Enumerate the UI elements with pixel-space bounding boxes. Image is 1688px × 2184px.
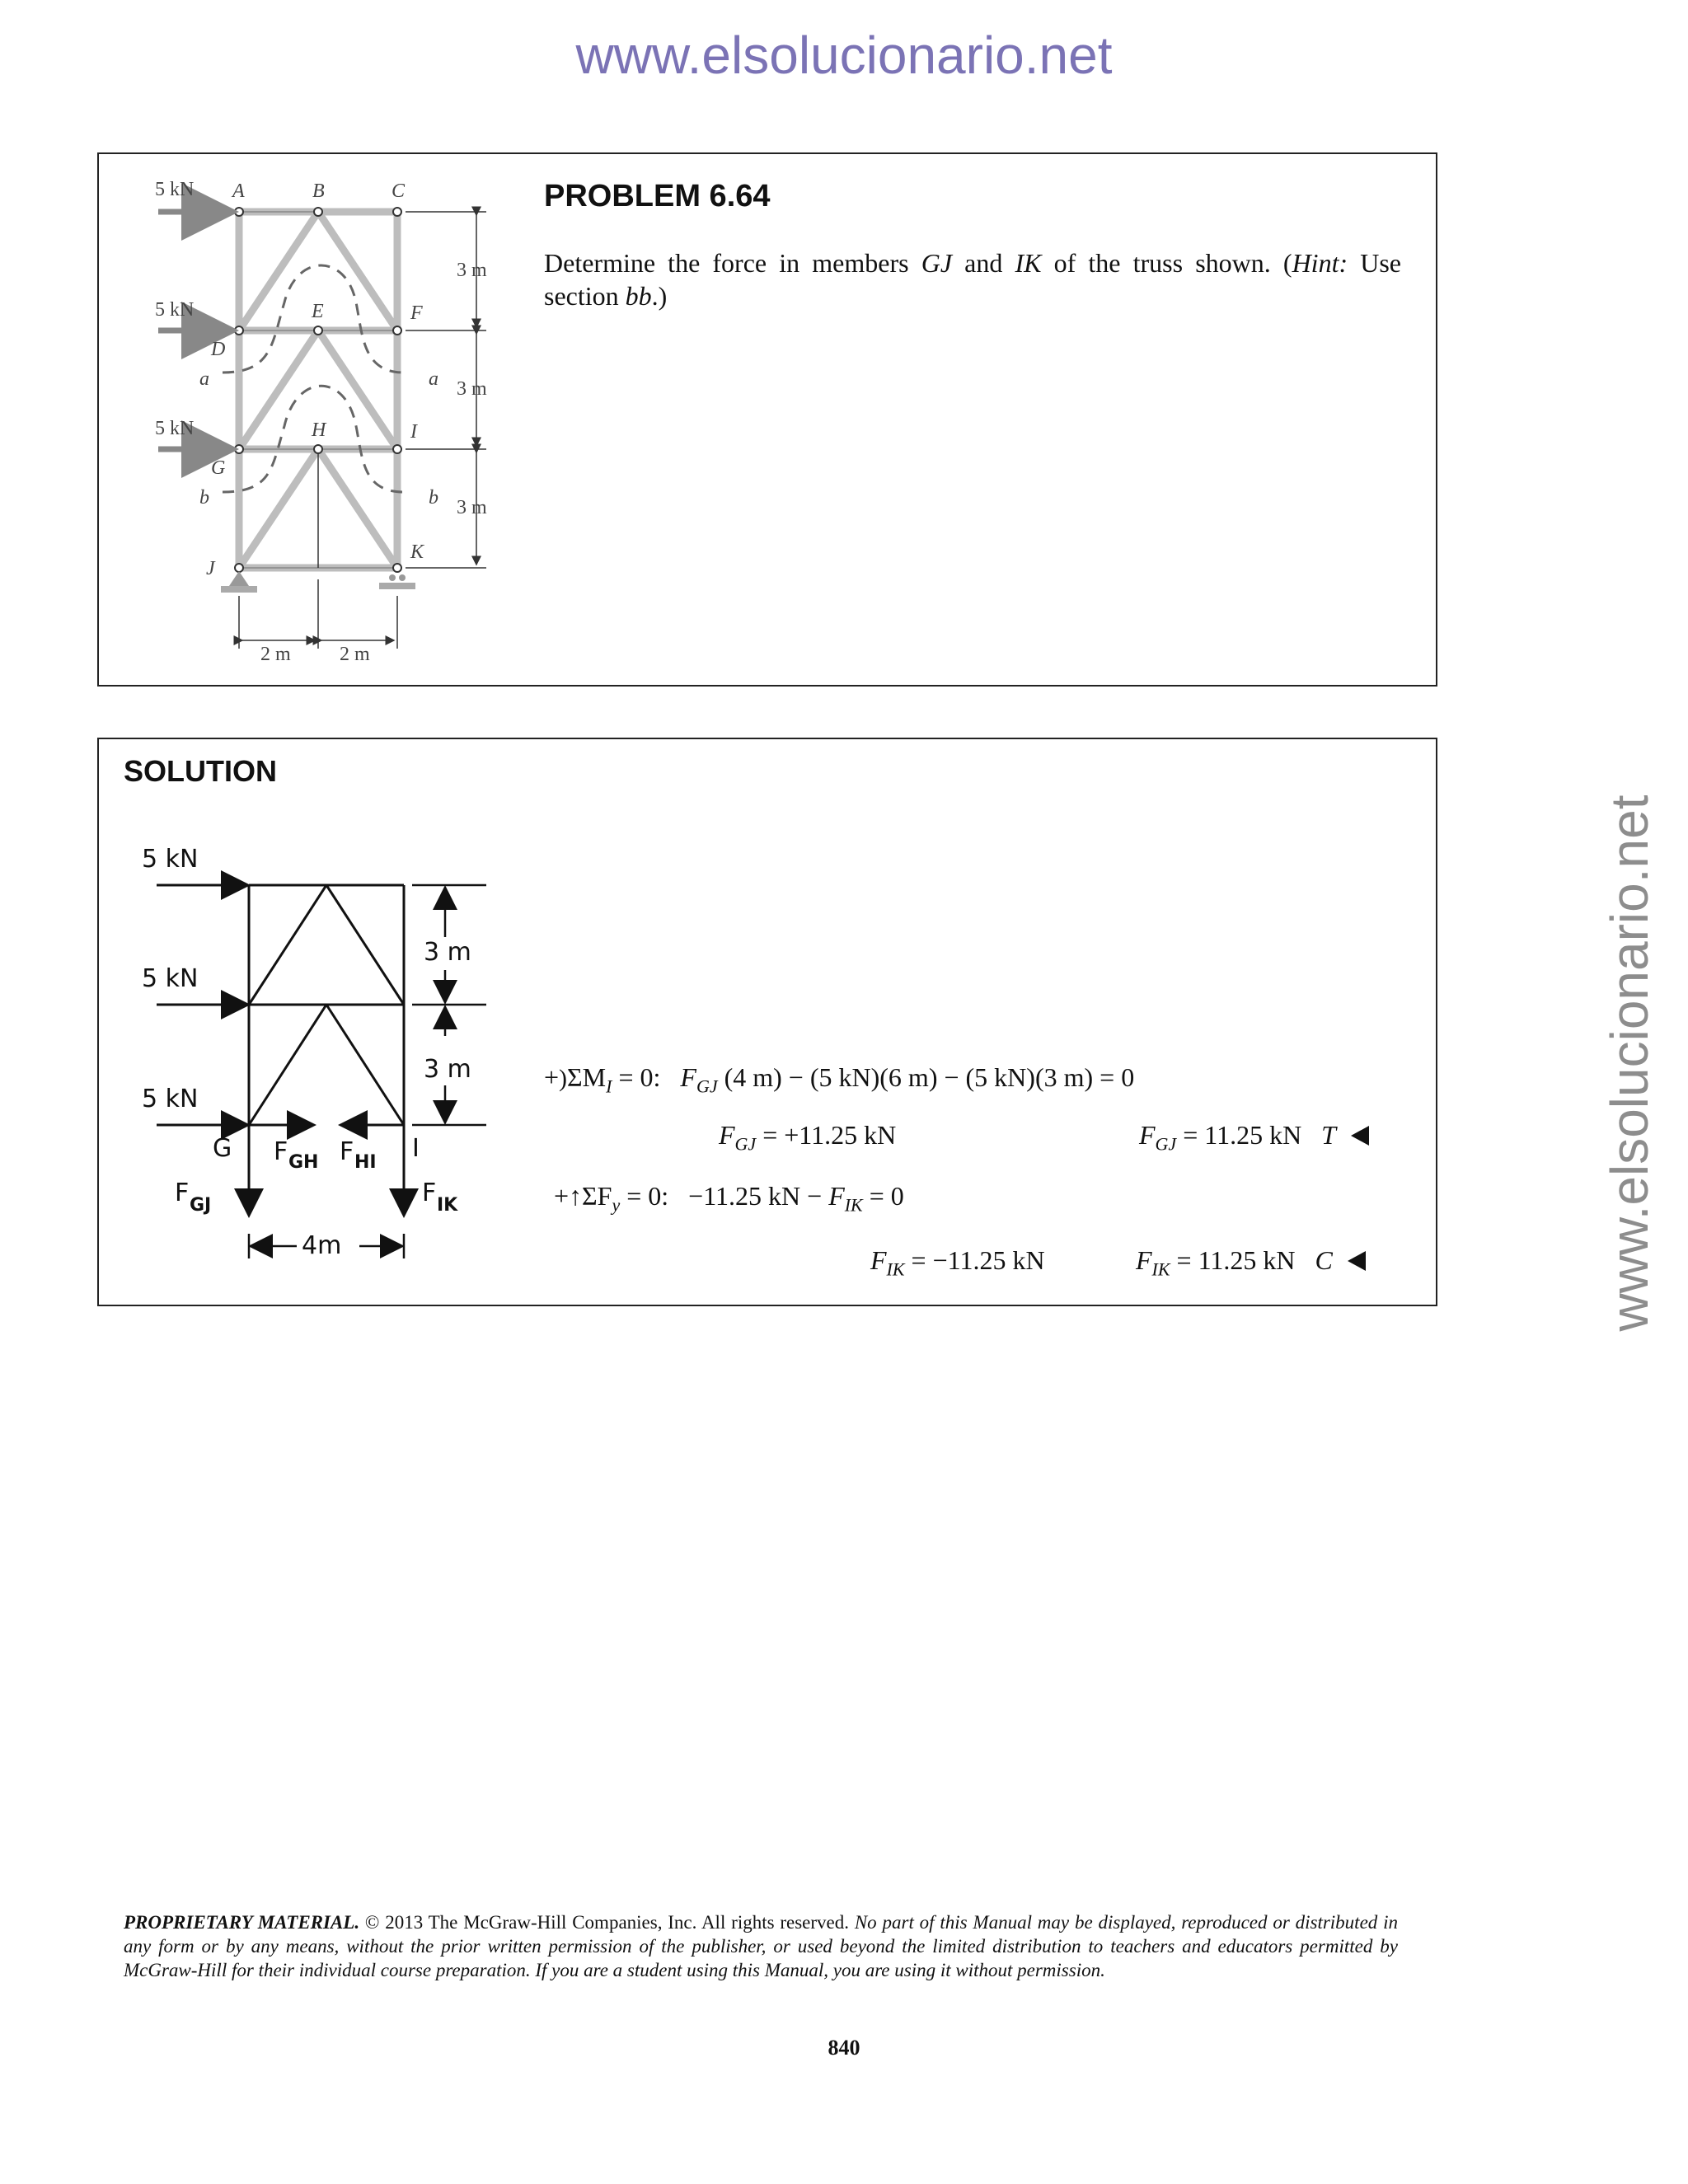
fbd-joint-g: G bbox=[213, 1134, 232, 1163]
fbd-force-fhi: F bbox=[340, 1137, 354, 1166]
watermark-side: www.elsolucionario.net bbox=[1600, 794, 1659, 1332]
dim-3m-1: 3 m bbox=[457, 260, 487, 281]
equation-force-sum: $+↑\Sigma F_y = 0$: −11.25 kN − $F_{IK} = 0$ bbox=[554, 1181, 904, 1216]
fbd-truss bbox=[249, 885, 404, 1125]
equation-fgj-value: $F_{GJ} = +11.25$ kN bbox=[719, 1120, 897, 1155]
fbd-dim-3m-2: 3 m bbox=[424, 1055, 471, 1084]
equation-fik-value: $F_{IK} = -11.25$ kN bbox=[870, 1245, 1045, 1280]
solution-box bbox=[97, 738, 1437, 1306]
dim-3m-3: 3 m bbox=[457, 497, 487, 518]
fbd-force-fgh-sub: GH bbox=[288, 1152, 319, 1173]
answer-marker-icon bbox=[1351, 1126, 1369, 1146]
problem-box bbox=[97, 152, 1437, 687]
fbd-joint-i: I bbox=[412, 1134, 420, 1163]
joint-j: J bbox=[206, 558, 215, 579]
joint-a: A bbox=[232, 180, 245, 202]
answer-fgj: $F_{GJ} = 11.25$ kN T bbox=[1139, 1120, 1369, 1155]
joint-k: K bbox=[410, 541, 424, 563]
fbd-force-fik: F bbox=[422, 1179, 437, 1207]
joint-i: I bbox=[410, 421, 417, 443]
load-label-1: 5 kN bbox=[155, 179, 195, 200]
answer-marker-icon bbox=[1348, 1251, 1366, 1271]
joint-d: D bbox=[211, 339, 226, 360]
load-label-2: 5 kN bbox=[155, 299, 195, 321]
section-a-left: a bbox=[199, 368, 209, 390]
horizontal-dimensions bbox=[239, 579, 397, 649]
load-label-3: 5 kN bbox=[155, 418, 195, 439]
fbd-force-fgh: F bbox=[274, 1137, 288, 1166]
fbd-load-label-3: 5 kN bbox=[142, 1085, 199, 1113]
copyright-footer: PROPRIETARY MATERIAL. © 2013 The McGraw-Hill Companies, Inc. All rights reserved. No part of this Manual may be displayed, reproduced or distributed in any form or by any means, without the prior written permission of the publisher, or used beyond the limited distribution to teachers and educators permitted by McGraw-Hill for their individual course preparation. If you are a student using this Manual, you are using it without permission. bbox=[124, 1912, 1398, 1980]
fbd-force-fik-sub: IK bbox=[437, 1195, 458, 1216]
dim-2m-1: 2 m bbox=[260, 644, 291, 665]
dim-2m-2: 2 m bbox=[340, 644, 370, 665]
problem-title: PROBLEM 6.64 bbox=[544, 179, 771, 213]
fbd-load-label-1: 5 kN bbox=[142, 845, 199, 874]
joint-b: B bbox=[312, 180, 325, 202]
joint-g: G bbox=[211, 457, 226, 479]
joint-e: E bbox=[312, 301, 324, 322]
section-b-left: b bbox=[199, 487, 209, 509]
free-body-diagram bbox=[99, 739, 528, 1300]
truss-figure bbox=[99, 154, 528, 682]
fbd-dim-3m-1: 3 m bbox=[424, 938, 471, 967]
fbd-force-fhi-sub: HI bbox=[354, 1152, 377, 1173]
fbd-load-label-2: 5 kN bbox=[142, 964, 199, 993]
answer-fik: $F_{IK} = 11.25$ kN C bbox=[1136, 1245, 1366, 1280]
section-b-right: b bbox=[429, 487, 438, 509]
section-a-right: a bbox=[429, 368, 438, 390]
watermark-top: www.elsolucionario.net bbox=[575, 26, 1113, 85]
solution-title: SOLUTION bbox=[124, 754, 277, 788]
load-arrows bbox=[158, 212, 227, 449]
fbd-force-fgj-sub: GJ bbox=[190, 1195, 212, 1216]
joint-f: F bbox=[410, 302, 423, 324]
equation-moment-sum: $+)\Sigma M_I = 0$: $F_{GJ}$ (4 m) − (5 kN)(6 m) − (5 kN)(3 m) = 0 bbox=[544, 1062, 1135, 1097]
problem-statement: Determine the force in members GJ and IK of the truss shown. (Hint: Use section bb.) bbox=[544, 248, 1402, 311]
dim-3m-2: 3 m bbox=[457, 378, 487, 400]
joint-c: C bbox=[392, 180, 406, 202]
page-number: 840 bbox=[828, 2036, 860, 2060]
fbd-dim-4m: 4m bbox=[302, 1231, 342, 1260]
fbd-force-fgj: F bbox=[175, 1179, 190, 1207]
joint-h: H bbox=[312, 419, 326, 441]
